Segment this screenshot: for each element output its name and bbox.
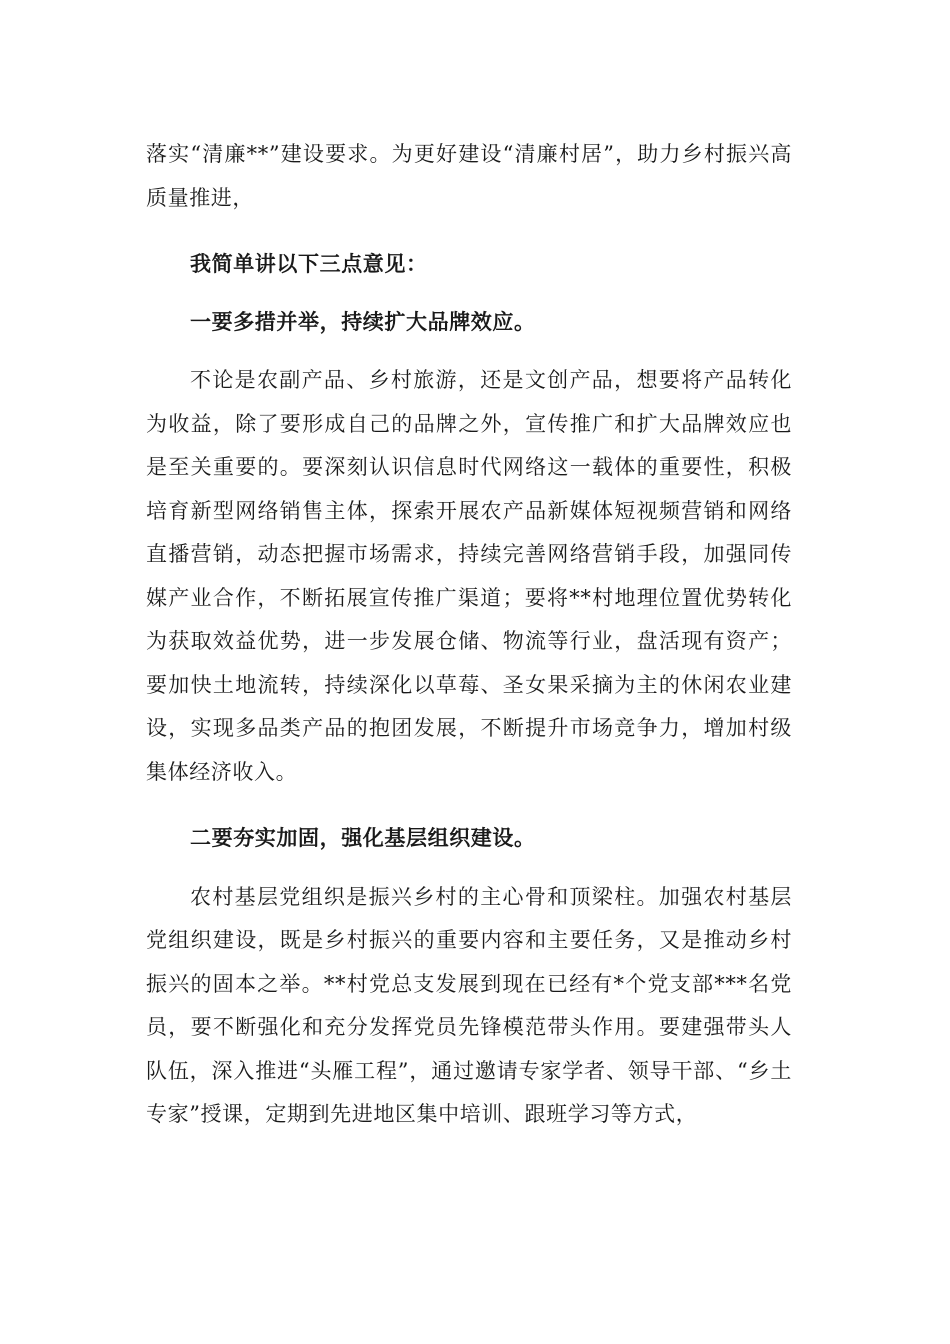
point-two-paragraph: 农村基层党组织是振兴乡村的主心骨和顶梁柱。加强农村基层党组织建设，既是乡村振兴的重要内容和主要任务，又是推动乡村振兴的固本之举。**村党总支发展到现在已经有*个党支部***名党员，要不断强化和充分发挥党员先锋模范带头作用。要建强带头人队伍，深入推进“头雁工程”，通过邀请专家学者、领导干部、“乡土专家”授课，定期到先进地区集中培训、跟班学习等方式， xyxy=(146,884,792,1126)
spacer xyxy=(146,220,792,242)
point-one-paragraph: 不论是农副产品、乡村旅游，还是文创产品，想要将产品转化为收益，除了要形成自己的品牌之外，宣传推广和扩大品牌效应也是至关重要的。要深刻认识信息时代网络这一载体的重要性，积极培育新型网络销售主体，探索开展农产品新媒体短视频营销和网络直播营销，动态把握市场需求，持续完善网络营销手段，加强同传媒产业合作，不断拓展宣传推广渠道；要将**村地理位置优势转化为获取效益优势，进一步发展仓储、物流等行业，盘活现有资产；要加快土地流转，持续深化以草莓、圣女果采摘为主的休闲农业建设，实现多品类产品的抱团发展，不断提升市场竞争力，增加村级集体经济收入。 xyxy=(146,368,792,784)
point-two-heading: 二要夯实加固，强化基层组织建设。 xyxy=(190,825,536,850)
spacer xyxy=(146,286,792,300)
document-body xyxy=(146,133,792,1137)
opening-heading: 我简单讲以下三点意见： xyxy=(190,251,428,276)
spacer xyxy=(146,794,792,816)
spacer xyxy=(146,343,792,359)
intro-paragraph: 落实“清廉**”建设要求。为更好建设“清廉村居”，助力乡村振兴高质量推进， xyxy=(146,142,792,210)
spacer xyxy=(146,860,792,876)
point-one-heading: 一要多措并举，持续扩大品牌效应。 xyxy=(190,308,536,334)
